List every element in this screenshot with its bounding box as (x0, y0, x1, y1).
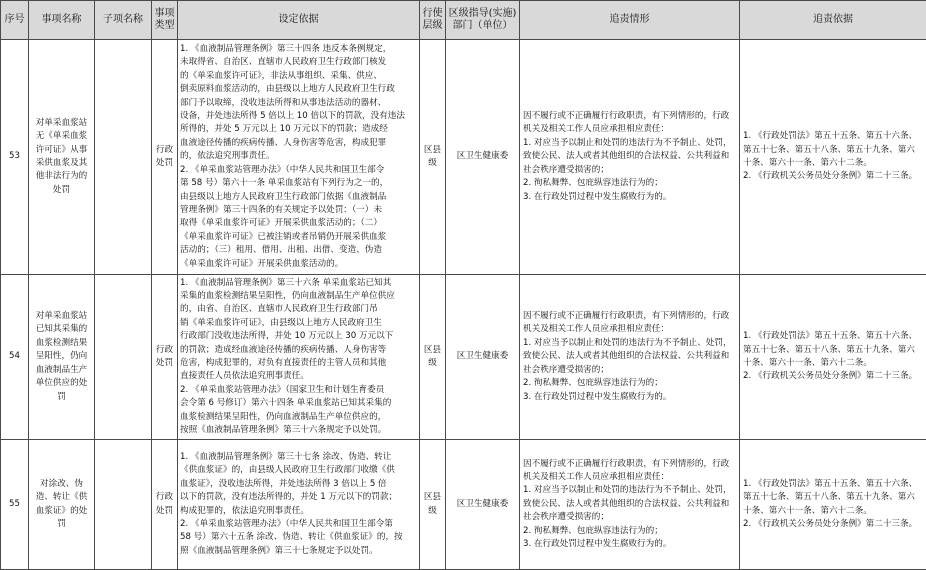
basis-line: 2. 《单采血浆站管理办法》（中华人民共和国卫生部令 (180, 164, 417, 177)
header-item-name: 事项名称 (29, 1, 95, 40)
basis-line: 血浆检测结果呈阳性，仍向血液制品生产单位供应的， (180, 411, 417, 424)
table-row (1, 440, 926, 570)
basis-line: 由县级以上地方人民政府卫生行政部门依据《血液制品 (180, 191, 417, 204)
cell-accountability-basis (740, 275, 926, 440)
cell-dept: 区卫生健康委 (446, 275, 520, 440)
basis-line: 活动的；（三）租用、借用、出租、出借、变造、伪造 (180, 244, 417, 257)
accountability-line: 1. 对应当予以制止和处罚的违法行为不予制止、处罚，致使公民、法人或者其他组织的合法权益、公共利益和社会秩序遭受损害的； (523, 137, 736, 177)
accountability-basis-line: 2. 《行政机关公务员处分条例》第二十三条。 (743, 170, 923, 183)
cell-level: 区县级 (420, 275, 446, 440)
cell-seq: 55 (1, 440, 29, 570)
cell-sub-item-name (95, 440, 152, 570)
basis-line: 照《血液制品管理条例》第三十七条规定予以处罚。 (180, 545, 417, 558)
basis-line: 1. 《血液制品管理条例》第三十四条 违反本条例规定， (180, 43, 417, 56)
cell-item-type: 行政处罚 (152, 275, 178, 440)
basis-line: 部门予以取缔，没收违法所得和从事违法活动的器材、 (180, 97, 417, 110)
basis-line: 的《单采血浆许可证》，非法从事组织、采集、供应、 (180, 70, 417, 83)
header-item-type: 事项类型 (152, 1, 178, 40)
accountability-line: 2. 徇私舞弊、包庇纵容违法行为的； (523, 525, 736, 538)
basis-line: 倒卖原料血浆活动的，由县级以上地方人民政府卫生行政 (180, 83, 417, 96)
accountability-line: 1. 对应当予以制止和处罚的违法行为不予制止、处罚，致使公民、法人或者其他组织的合法权益、公共利益和社会秩序遭受损害的； (523, 337, 736, 377)
basis-line: 按照《血液制品管理条例》第三十六条规定予以处罚。 (180, 424, 417, 437)
header-seq: 序号 (1, 1, 29, 40)
cell-item-type: 行政处罚 (152, 40, 178, 275)
basis-line: 《单采血浆许可证》已被注销或者吊销仍开展采供血浆 (180, 231, 417, 244)
accountability-line: 因不履行或不正确履行行政职责，有下列情形的，行政机关及相关工作人员应承担相应责任： (523, 310, 736, 337)
basis-line: 血浆证》，没收违法所得，并处违法所得 3 倍以上 5 倍 (180, 478, 417, 491)
cell-basis (178, 40, 420, 275)
cell-item-name: 对单采血浆站无《单采血浆许可证》从事采供血浆及其他非法行为的处罚 (29, 40, 95, 275)
basis-line: 采集的血浆检测结果呈阳性，仍向血液制品生产单位供应 (180, 290, 417, 303)
cell-accountability-basis (740, 440, 926, 570)
cell-dept: 区卫生健康委 (446, 440, 520, 570)
basis-line: 《供血浆证》的，由县级人民政府卫生行政部门收缴《供 (180, 464, 417, 477)
header-accountability: 追责情形 (520, 1, 740, 40)
cell-item-name: 对涂改、伪造、转让《供血浆证》的处罚 (29, 440, 95, 570)
accountability-basis-line: 1. 《行政处罚法》第五十五条、第五十六条、第五十七条、第五十八条、第五十九条、第六十条、第六十一条、第六十二条。 (743, 330, 923, 370)
basis-line: 以下的罚款，没有违法所得的，并处 1 万元以下的罚款； (180, 491, 417, 504)
basis-line: 的罚款；造成经血液途径传播的疾病传播、人身伤害等 (180, 344, 417, 357)
cell-seq: 53 (1, 40, 29, 275)
accountability-line: 3. 在行政处罚过程中发生腐败行为的。 (523, 191, 736, 204)
basis-line: 未取得省、自治区、直辖市人民政府卫生行政部门核发 (180, 56, 417, 69)
basis-line: 危害，构成犯罪的，对负有直接责任的主管人员和其他 (180, 357, 417, 370)
accountability-line: 1. 对应当予以制止和处罚的违法行为不予制止、处罚，致使公民、法人或者其他组织的合法权益、公共利益和社会秩序遭受损害的； (523, 484, 736, 524)
accountability-basis-line: 2. 《行政机关公务员处分条例》第二十三条。 (743, 370, 923, 383)
basis-line: 《单采血浆许可证》开展采供血浆活动的。 (180, 258, 417, 271)
table-body (1, 40, 926, 570)
basis-line: 1. 《血液制品管理条例》第三十七条 涂改、伪造、转让 (180, 451, 417, 464)
basis-line: 的，依法追究刑事责任。 (180, 150, 417, 163)
accountability-basis-line: 1. 《行政处罚法》第五十五条、第五十六条、第五十七条、第五十八条、第五十九条、第六十条、第六十一条、第六十二条。 (743, 130, 923, 170)
cell-sub-item-name (95, 275, 152, 440)
table-row (1, 40, 926, 275)
basis-line: 管理条例》第三十四条的有关规定予以处罚：（一）未 (180, 204, 417, 217)
cell-accountability (520, 275, 740, 440)
accountability-line: 2. 徇私舞弊、包庇纵容违法行为的； (523, 377, 736, 390)
basis-line: 的，由省、自治区、直辖市人民政府卫生行政部门吊 (180, 303, 417, 316)
basis-line: 所得的，并处 5 万元以上 10 万元以下的罚款；造成经 (180, 123, 417, 136)
cell-item-type: 行政处罚 (152, 440, 178, 570)
cell-item-name: 对单采血浆站已知其采集的血浆检测结果呈阳性，仍向血液制品生产单位供应的处罚 (29, 275, 95, 440)
header-basis: 设定依据 (178, 1, 420, 40)
basis-line: 行政部门没收违法所得，并处 10 万元以上 30 万元以下 (180, 330, 417, 343)
accountability-line: 2. 徇私舞弊、包庇纵容违法行为的； (523, 177, 736, 190)
basis-line: 设备，并处违法所得 5 倍以上 10 倍以下的罚款，没有违法 (180, 110, 417, 123)
cell-accountability (520, 440, 740, 570)
accountability-line: 3. 在行政处罚过程中发生腐败行为的。 (523, 391, 736, 404)
basis-line: 取得《单采血浆许可证》开展采供血浆活动的；（二） (180, 217, 417, 230)
cell-sub-item-name (95, 40, 152, 275)
cell-level: 区县级 (420, 440, 446, 570)
header-accountability-basis: 追责依据 (740, 1, 926, 40)
cell-basis (178, 440, 420, 570)
header-row (1, 1, 926, 40)
header-dept: 区级指导(实施)部门（单位） (446, 1, 520, 40)
cell-basis (178, 275, 420, 440)
basis-line: 构成犯罪的，依法追究刑事责任。 (180, 505, 417, 518)
cell-seq: 54 (1, 275, 29, 440)
accountability-line: 3. 在行政处罚过程中发生腐败行为的。 (523, 538, 736, 551)
basis-line: 血液途径传播的疾病传播、人身伤害等危害，构成犯罪 (180, 137, 417, 150)
accountability-basis-line: 2. 《行政机关公务员处分条例》第二十三条。 (743, 518, 923, 531)
basis-line: 直接责任人员依法追究刑事责任。 (180, 370, 417, 383)
cell-accountability-basis (740, 40, 926, 275)
cell-dept: 区卫生健康委 (446, 40, 520, 275)
basis-line: 58 号）第六十五条 涂改、伪造、转让《供血浆证》的，按 (180, 531, 417, 544)
cell-accountability (520, 40, 740, 275)
header-level: 行使层级 (420, 1, 446, 40)
basis-line: 1. 《血液制品管理条例》第三十六条 单采血浆站已知其 (180, 277, 417, 290)
basis-line: 会令第 6 号修订）第六十四条 单采血浆站已知其采集的 (180, 397, 417, 410)
accountability-line: 因不履行或不正确履行行政职责，有下列情形的，行政机关及相关工作人员应承担相应责任： (523, 110, 736, 137)
basis-line: 2. 《单采血浆站管理办法》（国家卫生和计划生育委员 (180, 384, 417, 397)
basis-line: 第 58 号）第六十一条 单采血浆站有下列行为之一的， (180, 177, 417, 190)
basis-line: 销《单采血浆许可证》，由县级以上地方人民政府卫生 (180, 317, 417, 330)
basis-line: 2. 《单采血浆站管理办法》（中华人民共和国卫生部令第 (180, 518, 417, 531)
header-sub-item-name: 子项名称 (95, 1, 152, 40)
accountability-basis-line: 1. 《行政处罚法》第五十五条、第五十六条、第五十七条、第五十八条、第五十九条、第六十条、第六十一条、第六十二条。 (743, 478, 923, 518)
accountability-line: 因不履行或不正确履行行政职责，有下列情形的，行政机关及相关工作人员应承担相应责任： (523, 458, 736, 485)
table-row (1, 275, 926, 440)
cell-level: 区县级 (420, 40, 446, 275)
